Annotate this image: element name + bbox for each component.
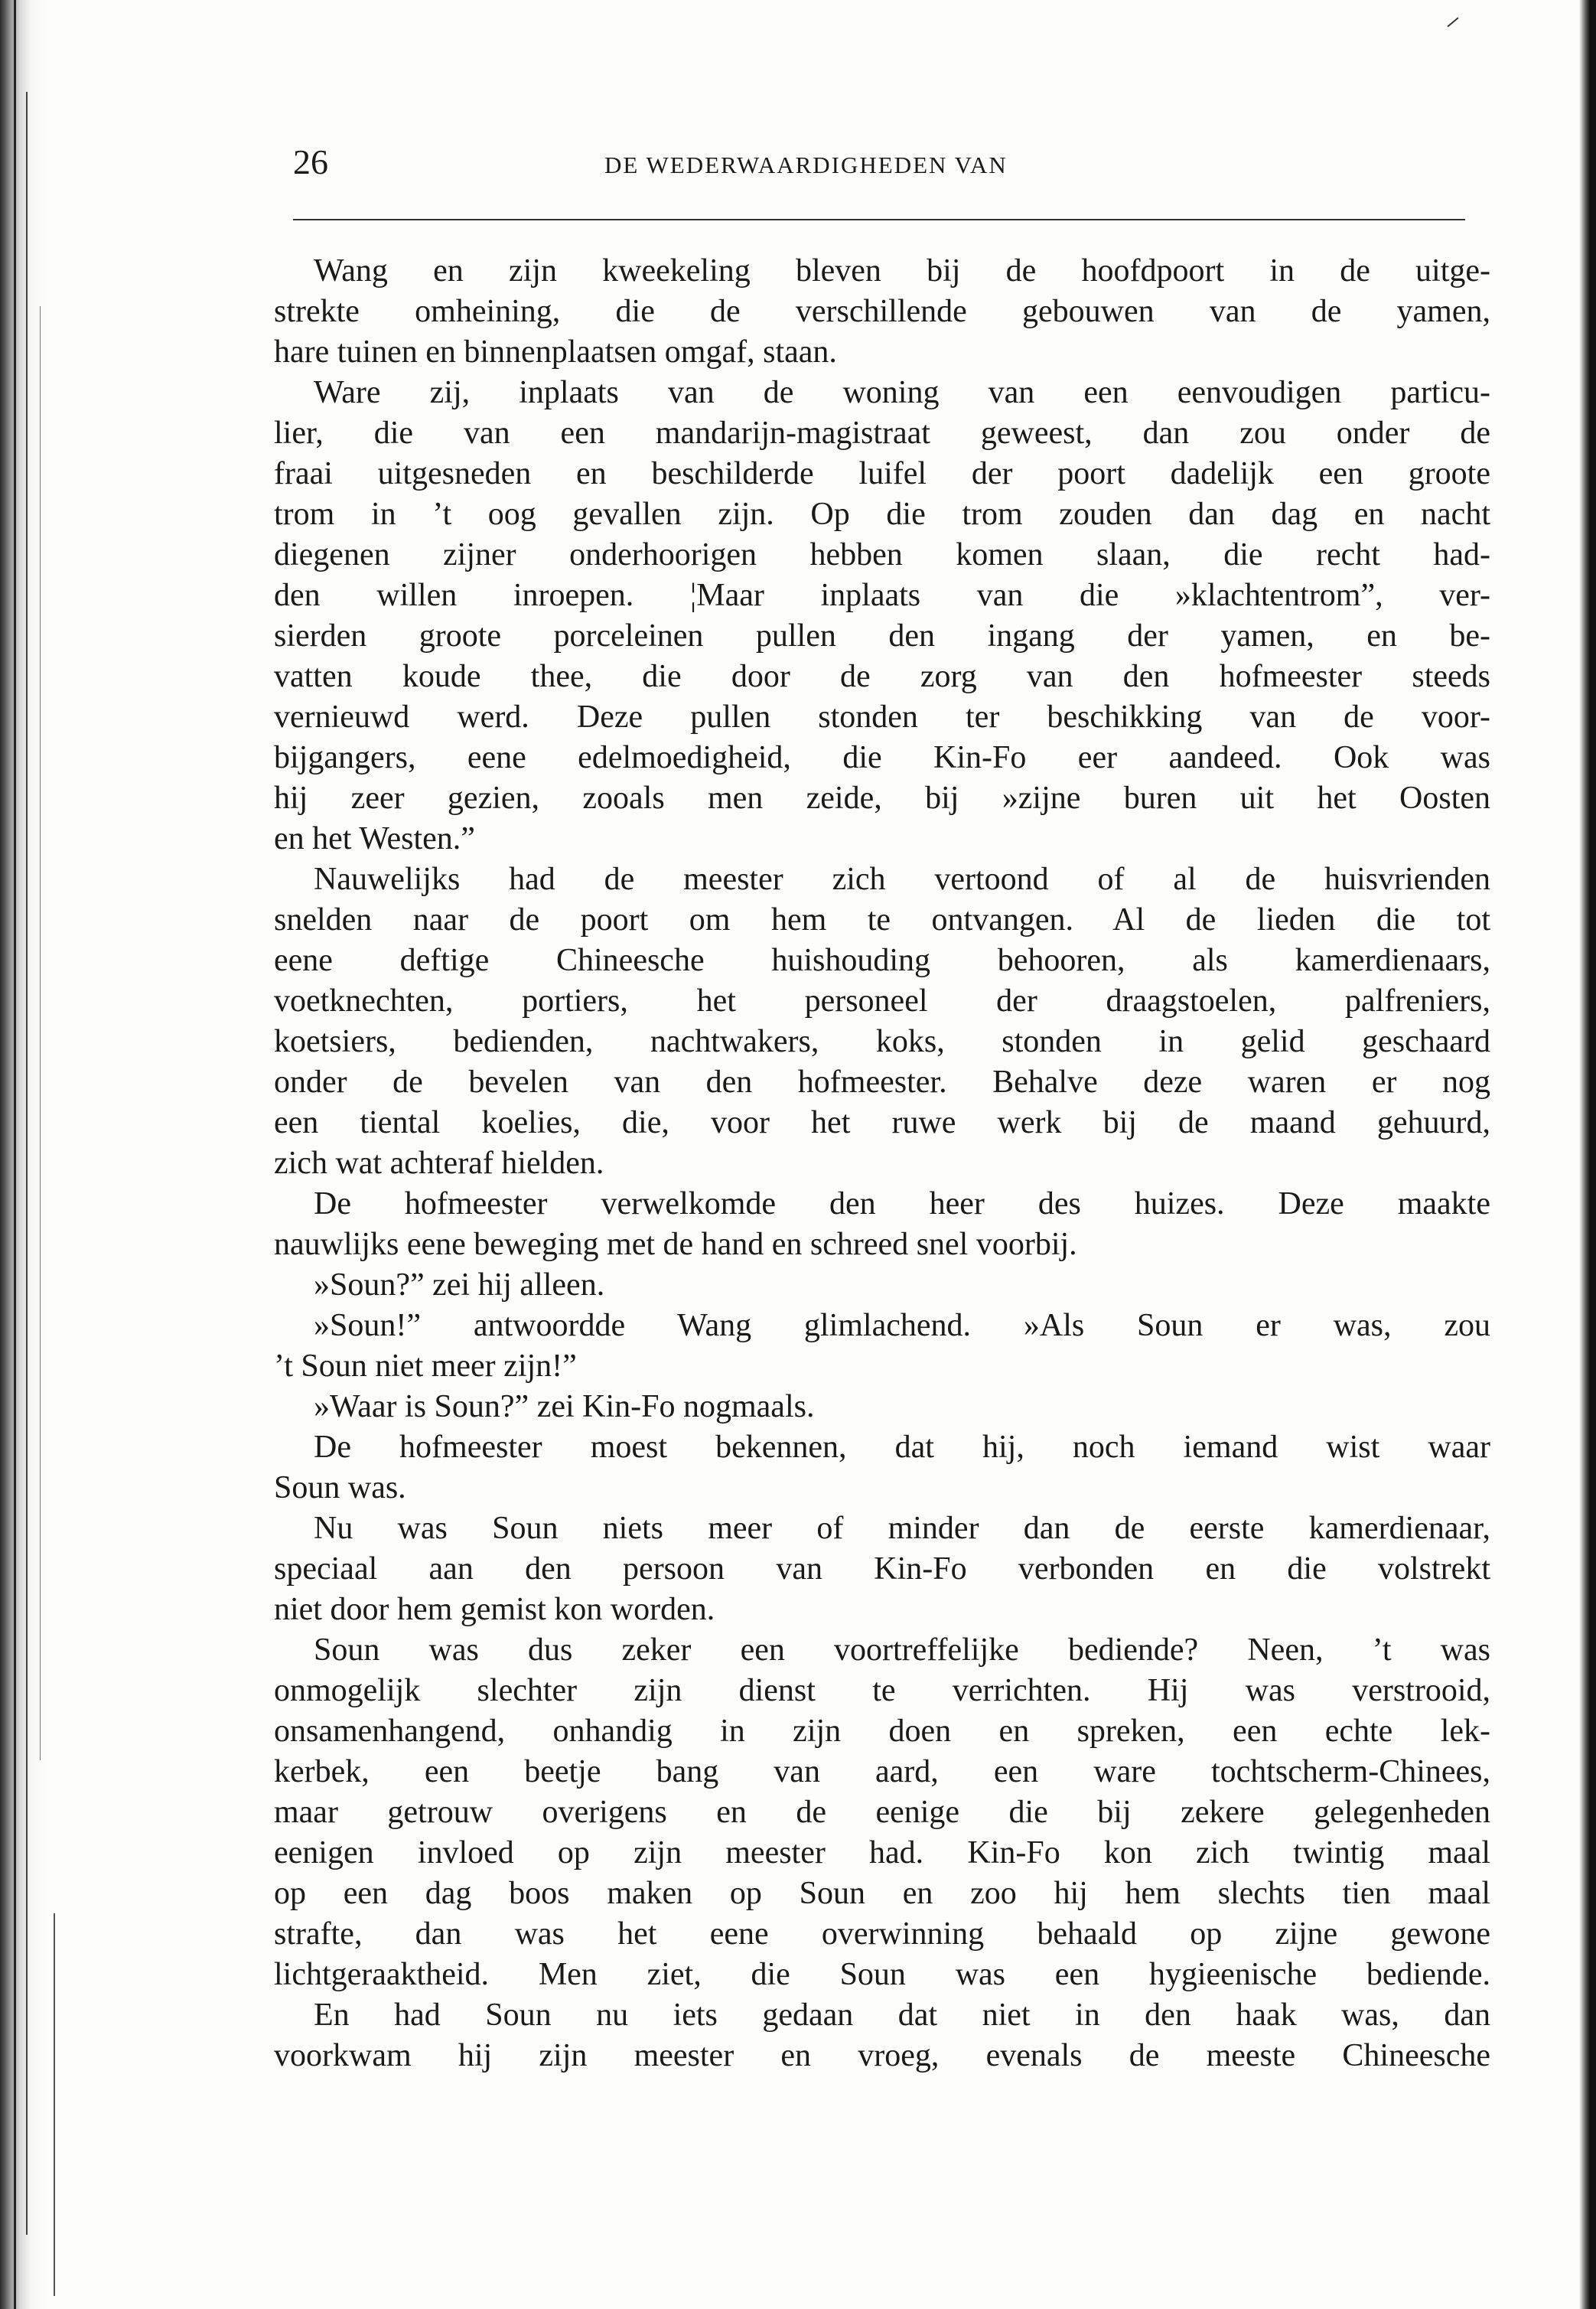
text-line: onder de bevelen van den hofmeester. Behalve deze waren er nog bbox=[274, 1065, 1490, 1100]
running-head: DE WEDERWAARDIGHEDEN VAN bbox=[604, 152, 1008, 178]
text-line: sierden groote porceleinen pullen den ingang der yamen, en be- bbox=[274, 618, 1490, 654]
text-line: onsamenhangend, onhandig in zijn doen en spreken, een echte lek- bbox=[274, 1714, 1490, 1749]
text-line: trom in ’t oog gevallen zijn. Op die trom zouden dan dag en nacht bbox=[274, 497, 1490, 532]
text-line: den willen inroepen. ¦Maar inplaats van die »klachtentrom”, ver- bbox=[274, 578, 1490, 613]
text-line: strekte omheining, die de verschillende gebouwen van de yamen, bbox=[274, 294, 1490, 329]
text-line: diegenen zijner onderhoorigen hebben komen slaan, die recht had- bbox=[274, 537, 1490, 572]
text-line: voorkwam hij zijn meester en vroeg, evenals de meeste Chineesche bbox=[274, 2038, 1490, 2073]
text-line: strafte, dan was het eene overwinning behaald op zijne gewone bbox=[274, 1916, 1490, 1952]
text-line: speciaal aan den persoon van Kin-Fo verbonden en die volstrekt bbox=[274, 1551, 1490, 1587]
text-line: »Soun!” antwoordde Wang glimlachend. »Als Soun er was, zou bbox=[314, 1308, 1490, 1343]
text-line: hare tuinen en binnenplaatsen omgaf, staan. bbox=[274, 334, 837, 370]
header-rule bbox=[293, 219, 1465, 220]
text-line: en het Westen.” bbox=[274, 821, 475, 856]
text-line: eenigen invloed op zijn meester had. Kin-Fo kon zich twintig maal bbox=[274, 1835, 1490, 1870]
text-line: Nu was Soun niets meer of minder dan de eerste kamerdienaar, bbox=[314, 1511, 1490, 1546]
text-line: lier, die van een mandarijn-magistraat geweest, dan zou onder de bbox=[274, 416, 1490, 451]
text-line: fraai uitgesneden en beschilderde luifel der poort dadelijk een groote bbox=[274, 456, 1490, 491]
text-line: maar getrouw overigens en de eenige die bij zekere gelegenheden bbox=[274, 1795, 1490, 1830]
text-line: zich wat achteraf hielden. bbox=[274, 1146, 604, 1181]
text-line: hij zeer gezien, zooals men zeide, bij »zijne buren uit het Oosten bbox=[274, 781, 1490, 816]
text-line: voetknechten, portiers, het personeel der draagstoelen, palfreniers, bbox=[274, 983, 1490, 1019]
text-line: Soun was dus zeker een voortreffelijke bediende? Neen, ’t was bbox=[314, 1632, 1490, 1668]
scan-right-edge bbox=[1579, 0, 1596, 2309]
text-line: niet door hem gemist kon worden. bbox=[274, 1592, 715, 1627]
text-line: »Waar is Soun?” zei Kin-Fo nogmaals. bbox=[314, 1389, 815, 1424]
text-line: bijgangers, eene edelmoedigheid, die Kin-Fo eer aandeed. Ook was bbox=[274, 740, 1490, 775]
text-line: De hofmeester moest bekennen, dat hij, noch iemand wist waar bbox=[314, 1430, 1490, 1465]
text-line: kerbek, een beetje bang van aard, een ware tochtscherm-Chinees, bbox=[274, 1754, 1490, 1789]
text-line: Ware zij, inplaats van de woning van een eenvoudigen particu- bbox=[314, 375, 1490, 410]
text-line: een tiental koelies, die, voor het ruwe werk bij de maand gehuurd, bbox=[274, 1105, 1490, 1140]
text-line: eene deftige Chineesche huishouding behooren, als kamerdienaars, bbox=[274, 943, 1490, 978]
pencil-tick-mark bbox=[1447, 17, 1458, 27]
text-line: snelden naar de poort om hem te ontvangen. Al de lieden die tot bbox=[274, 902, 1490, 938]
text-line: »Soun?” zei hij alleen. bbox=[314, 1267, 605, 1303]
text-line: Wang en zijn kweekeling bleven bij de hoofdpoort in de uitge- bbox=[314, 253, 1490, 289]
text-line: nauwlijks eene beweging met de hand en schreed snel voorbij. bbox=[274, 1227, 1077, 1262]
text-line: op een dag boos maken op Soun en zoo hij hem slechts tien maal bbox=[274, 1876, 1490, 1911]
scan-binding-shadow bbox=[0, 0, 84, 2309]
text-line: De hofmeester verwelkomde den heer des huizes. Deze maakte bbox=[314, 1186, 1490, 1221]
text-line: Soun was. bbox=[274, 1470, 406, 1505]
page-number: 26 bbox=[293, 142, 328, 181]
text-line: koetsiers, bedienden, nachtwakers, koks, stonden in gelid geschaard bbox=[274, 1024, 1490, 1059]
text-line: Nauwelijks had de meester zich vertoond of al de huisvrienden bbox=[314, 862, 1490, 897]
text-line: lichtgeraaktheid. Men ziet, die Soun was een hygieenische bediende. bbox=[274, 1957, 1490, 1992]
text-line: vernieuwd werd. Deze pullen stonden ter beschikking van de voor- bbox=[274, 700, 1490, 735]
text-line: onmogelijk slechter zijn dienst te verrichten. Hij was verstrooid, bbox=[274, 1673, 1490, 1708]
text-line: vatten koude thee, die door de zorg van den hofmeester steeds bbox=[274, 659, 1490, 694]
text-line: En had Soun nu iets gedaan dat niet in den haak was, dan bbox=[314, 1998, 1490, 2033]
text-line: ’t Soun niet meer zijn!” bbox=[274, 1349, 577, 1384]
body-text bbox=[274, 251, 1490, 2076]
